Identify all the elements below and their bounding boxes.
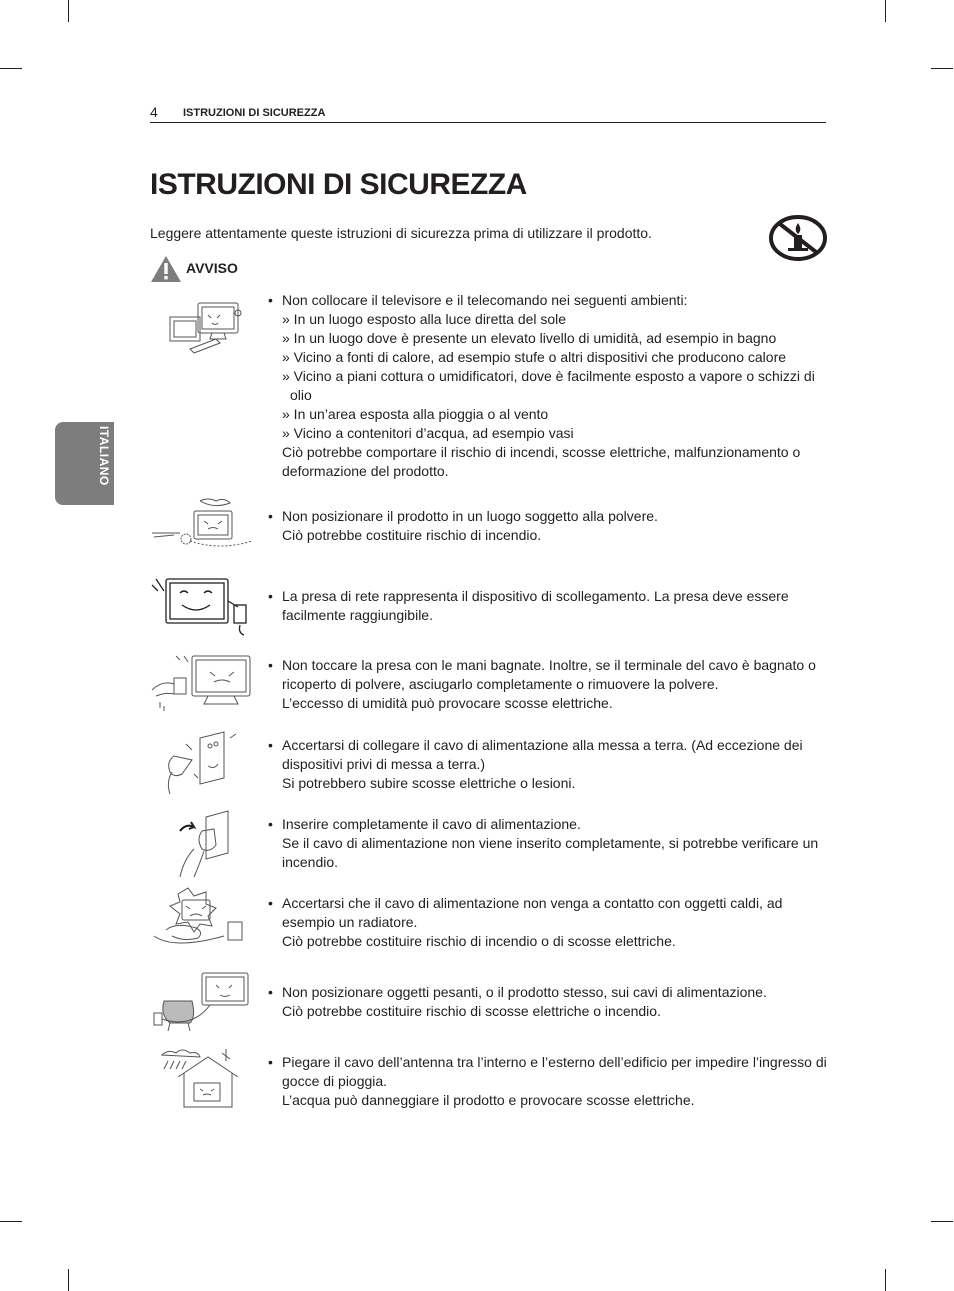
item-lead: Piegare il cavo dell’antenna tra l’interno e l’esterno dell’edificio per impedire l’ingresso di gocce di pioggia.	[282, 1054, 827, 1089]
crop-mark	[931, 1221, 953, 1222]
item-text	[268, 1053, 828, 1110]
running-header-title: ISTRUZIONI DI SICUREZZA	[183, 107, 326, 119]
sub-item: » In un luogo esposto alla luce diretta del sole	[282, 311, 567, 327]
sub-item: » Vicino a contenitori d’acqua, ad esempio vasi	[282, 425, 574, 441]
crop-mark	[68, 1269, 69, 1291]
item-note: L’acqua può danneggiare il prodotto e provocare scosse elettriche.	[282, 1092, 695, 1108]
safety-item	[150, 894, 830, 964]
item-text	[268, 291, 828, 481]
crop-mark	[0, 1221, 22, 1222]
wet-hands-illustration	[150, 652, 254, 719]
page-number: 4	[150, 104, 158, 120]
bullet: •	[268, 816, 273, 832]
intro-text: Leggere attentamente queste istruzioni di sicurezza prima di utilizzare il prodotto.	[150, 225, 652, 241]
running-header	[150, 104, 826, 123]
item-note: Si potrebbero subire scosse elettriche o lesioni.	[282, 775, 576, 791]
bullet: •	[268, 984, 273, 1000]
crop-mark	[885, 0, 886, 22]
sub-item-continuation: olio	[290, 387, 312, 403]
item-lead: La presa di rete rappresenta il dispositivo di scollegamento. La presa deve essere facilmente raggiungibile.	[282, 588, 789, 623]
item-text	[268, 507, 828, 545]
dusty-tv-illustration	[150, 497, 254, 564]
safety-item	[150, 291, 830, 491]
warning-triangle-icon	[150, 255, 182, 288]
item-note: Ciò potrebbe costituire rischio di scosse elettriche o incendio.	[282, 1003, 661, 1019]
item-text	[268, 656, 828, 713]
item-text	[268, 983, 828, 1021]
tv-environment-illustration	[150, 299, 250, 366]
safety-item	[150, 815, 830, 885]
bullet: •	[268, 895, 273, 911]
item-note: Ciò potrebbe costituire rischio di incendio.	[282, 527, 542, 543]
item-lead: Inserire completamente il cavo di alimentazione.	[282, 816, 581, 832]
bullet: •	[268, 508, 273, 524]
item-lead: Non collocare il televisore e il telecomando nei seguenti ambienti:	[282, 292, 688, 308]
item-text	[268, 894, 828, 951]
power-plug-illustration	[150, 575, 254, 642]
sub-item: » Vicino a fonti di calore, ad esempio stufe o altri dispositivi che producono calore	[282, 349, 787, 365]
page-title: ISTRUZIONI DI SICUREZZA	[150, 168, 527, 201]
safety-item	[150, 507, 830, 567]
crop-mark	[885, 1269, 886, 1291]
item-note: Ciò potrebbe costituire rischio di incendio o di scosse elettriche.	[282, 933, 676, 949]
hot-radiator-illustration	[150, 886, 254, 961]
no-open-flame-icon	[768, 213, 828, 268]
item-note: L’eccesso di umidità può provocare scosse elettriche.	[282, 695, 613, 711]
grounded-outlet-illustration	[150, 730, 250, 801]
heavy-object-on-cable-illustration	[150, 969, 254, 1040]
crop-mark	[68, 0, 69, 22]
item-lead: Accertarsi che il cavo di alimentazione non venga a contatto con oggetti caldi, ad esempio un radiatore.	[282, 895, 783, 930]
bullet: •	[268, 292, 273, 308]
insert-plug-illustration	[150, 809, 250, 884]
sub-item: » Vicino a piani cottura o umidificatori, dove è facilmente esposto a vapore o schizzi di	[282, 368, 815, 384]
bullet: •	[268, 737, 273, 753]
safety-item	[150, 1053, 830, 1123]
safety-item	[150, 656, 830, 726]
safety-item	[150, 983, 830, 1043]
item-text	[268, 587, 828, 625]
sub-item: » In un luogo dove è presente un elevato livello di umidità, ad esempio in bagno	[282, 330, 777, 346]
crop-mark	[931, 68, 953, 69]
item-lead: Non toccare la presa con le mani bagnate. Inoltre, se il terminale del cavo è bagnato o ricoperto di polvere, asciugarlo completamente o rimuovere la polvere.	[282, 657, 816, 692]
item-lead: Accertarsi di collegare il cavo di alimentazione alla messa a terra. (Ad eccezione dei dispositivi privi di messa a terra.)	[282, 737, 803, 772]
crop-mark	[0, 68, 22, 69]
bullet: •	[268, 657, 273, 673]
antenna-rain-illustration	[150, 1047, 250, 1116]
item-lead: Non posizionare il prodotto in un luogo soggetto alla polvere.	[282, 508, 658, 524]
item-text	[268, 815, 828, 872]
language-tab-label: ITALIANO	[97, 426, 111, 486]
safety-item	[150, 587, 830, 647]
safety-item	[150, 736, 830, 806]
item-text	[268, 736, 828, 793]
item-note: Se il cavo di alimentazione non viene inserito completamente, si potrebbe verificare un incendio.	[282, 835, 819, 870]
bullet: •	[268, 588, 273, 604]
bullet: •	[268, 1054, 273, 1070]
item-note: Ciò potrebbe comportare il rischio di incendi, scosse elettriche, malfunzionamento o deformazione del prodotto.	[282, 444, 801, 479]
warning-label: AVVISO	[186, 260, 238, 276]
item-lead: Non posizionare oggetti pesanti, o il prodotto stesso, sui cavi di alimentazione.	[282, 984, 767, 1000]
sub-item: » In un’area esposta alla pioggia o al vento	[282, 406, 549, 422]
